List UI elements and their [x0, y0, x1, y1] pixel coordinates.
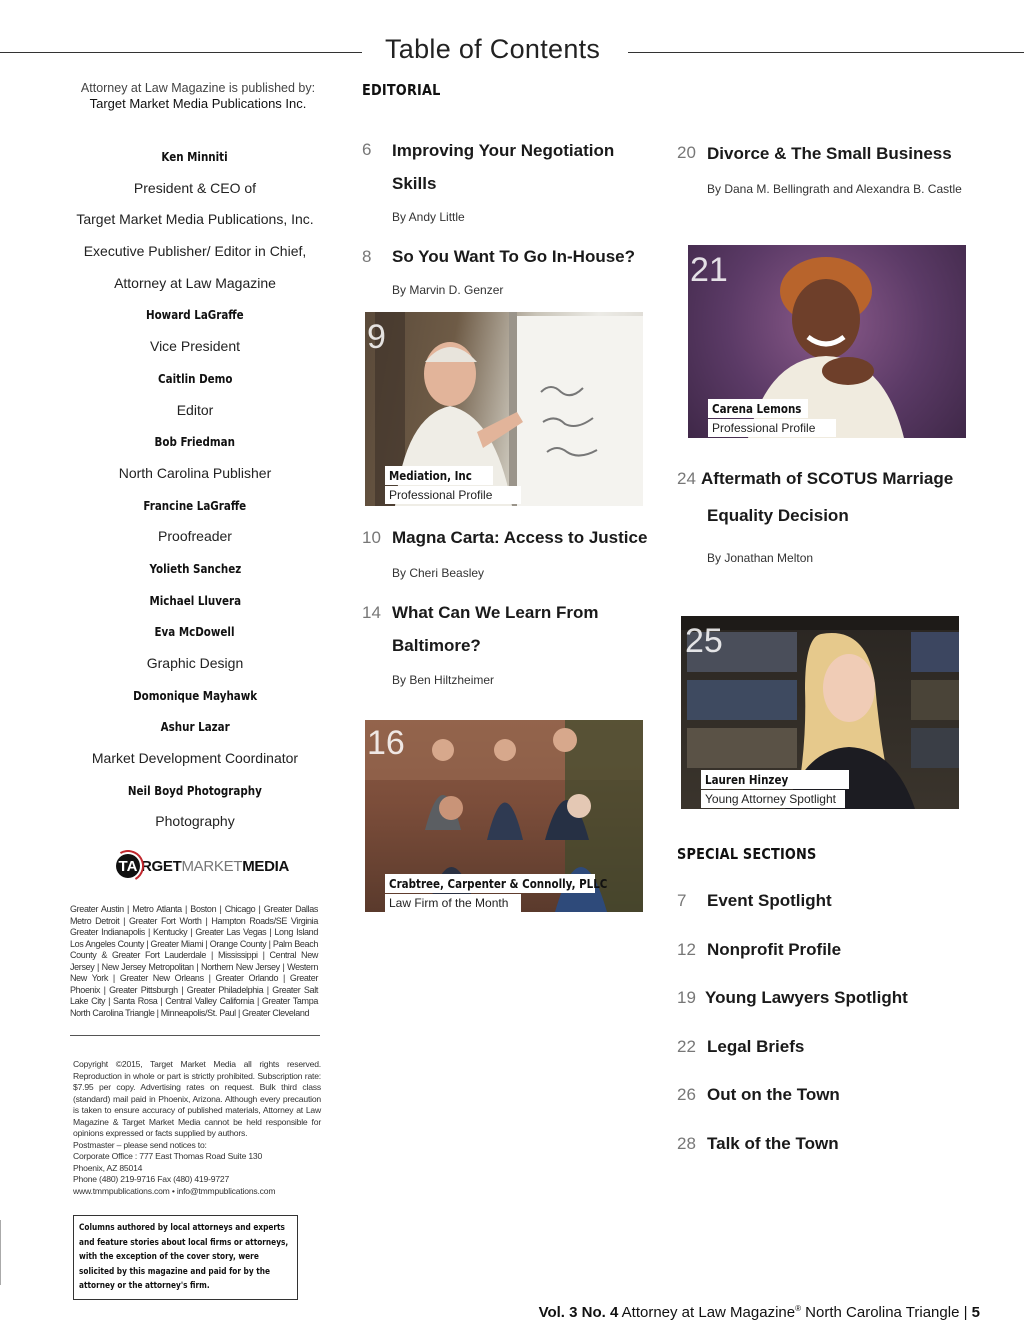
- article-entry[interactable]: [362, 240, 662, 300]
- article-entry[interactable]: [362, 134, 662, 229]
- article-page-number: 20: [677, 143, 696, 162]
- special-section-item[interactable]: [677, 1134, 839, 1154]
- masthead-line: Neil Boyd Photography: [128, 783, 262, 798]
- page-footer: [539, 1304, 980, 1321]
- article-byline: By Cheri Beasley: [392, 566, 485, 580]
- special-section-item[interactable]: [677, 891, 832, 911]
- masthead-line: Yolieth Sanchez: [149, 561, 241, 576]
- photo-mediation-inc[interactable]: [365, 312, 643, 506]
- photo-caption-name: Mediation, Inc: [389, 469, 472, 483]
- photo-caption-role: Professional Profile: [389, 488, 493, 502]
- article-title-line2: Skills: [392, 174, 437, 193]
- article-title: Aftermath of SCOTUS Marriage: [701, 469, 954, 488]
- special-section-item[interactable]: [677, 940, 841, 960]
- article-byline: By Marvin D. Genzer: [392, 283, 504, 297]
- photo-carena-lemons[interactable]: [688, 245, 966, 438]
- article-byline: By Jonathan Melton: [707, 551, 814, 565]
- masthead-line: Market Development Coordinator: [91, 750, 299, 767]
- article-title: Magna Carta: Access to Justice: [392, 528, 648, 547]
- article-page-number: 6: [362, 140, 372, 159]
- article-title: Divorce & The Small Business: [707, 144, 952, 163]
- article-page-number: 8: [362, 247, 372, 266]
- footer-volume: Vol. 3 No. 4: [538, 1304, 619, 1321]
- article-byline: By Andy Little: [392, 210, 465, 224]
- masthead-line: Eva McDowell: [154, 625, 235, 640]
- masthead-line: Editor: [176, 401, 214, 418]
- photo-caption-name: Crabtree, Carpenter & Connolly, PLLC: [389, 877, 608, 891]
- masthead-line: Michael Lluvera: [149, 593, 241, 608]
- special-sections-heading: SPECIAL SECTIONS: [677, 845, 817, 863]
- article-entry[interactable]: [677, 137, 997, 201]
- section-title: Talk of the Town: [707, 1134, 839, 1153]
- article-page-number: 10: [362, 528, 381, 547]
- article-byline: By Dana M. Bellingrath and Alexandra B. Castle: [707, 182, 962, 196]
- cities-list: Greater Austin | Metro Atlanta | Boston | Chicago | Greater Dallas Metro Detroit | Greater Fort Worth | Hampton Roads/SE Virginia Greater Indianapolis | Kentucky | Greater Las Vegas | Long Island Los Angeles County | Greater Miami | Orange County | Palm Beach County & Greater Fort Lauderdale | Mississippi | Central New Jersey | New Jersey Metropolitan | Northern New Jersey | Western New York | Greater New Orleans | Greater Orlando | Greater Phoenix | Greater Pittsburgh | Greater Philadelphia | Greater Salt Lake City | Santa Rosa | Central Valley California | Greater Tampa North Carolina Triangle | Minneapolis/St. Paul | Greater Cleveland: [70, 904, 318, 1018]
- section-title: Event Spotlight: [707, 891, 832, 910]
- masthead-line: Target Market Media Publications, Inc.: [76, 211, 314, 228]
- photo-page-number: 16: [367, 724, 405, 762]
- photo-caption-name: Lauren Hinzey: [705, 773, 789, 787]
- article-byline: By Ben Hiltzheimer: [392, 673, 495, 687]
- masthead-line: Francine LaGraffe: [143, 498, 247, 513]
- masthead: [60, 141, 330, 838]
- special-section-item[interactable]: [677, 1037, 804, 1057]
- masthead-line: Domonique Mayhawk: [132, 688, 258, 703]
- photo-page-number: 9: [367, 318, 386, 356]
- publisher-company: Target Market Media Publications Inc.: [89, 96, 307, 111]
- publisher-info: [78, 80, 318, 112]
- section-page-number: 28: [677, 1134, 696, 1153]
- edge-line: [0, 1220, 1, 1285]
- office-web: www.tmmpublications.com • info@tmmpublications.com: [73, 1185, 276, 1196]
- special-section-item[interactable]: [677, 1085, 840, 1105]
- section-title: Nonprofit Profile: [707, 940, 842, 959]
- section-title: Legal Briefs: [707, 1037, 805, 1056]
- postmaster-text: Postmaster – please send notices to:: [73, 1139, 207, 1150]
- article-title: Improving Your Negotiation: [392, 141, 615, 160]
- article-entry[interactable]: [362, 596, 662, 691]
- photo-lauren-hinzey[interactable]: [681, 616, 959, 809]
- article-title-line2: Baltimore?: [392, 636, 481, 655]
- masthead-line: Bob Friedman: [154, 435, 236, 450]
- photo-caption-name: Carena Lemons: [712, 402, 802, 416]
- footer-page-number: 5: [971, 1304, 980, 1321]
- photo-caption-role: Young Attorney Spotlight: [705, 792, 836, 806]
- section-page-number: 19: [677, 988, 696, 1007]
- section-page-number: 26: [677, 1085, 696, 1104]
- section-title: Out on the Town: [707, 1085, 840, 1104]
- target-market-media-logo: TA RGETMARKETMEDIA: [116, 852, 289, 880]
- masthead-line: North Carolina Publisher: [118, 464, 272, 481]
- photo-page-number: 21: [690, 251, 728, 289]
- copyright-text: Copyright ©2015, Target Market Media all rights reserved. Reproduction in whole or part is strictly prohibited. Subscription rate: $7.95 per copy. Advertising rates on request. Bulk third class (standard) mail paid in Phoenix, Arizona. Although every precaution is taken to ensure accuracy of published materials, Attorney at Law Magazine & Target Market Media cannot be held responsible for opinions expressed or facts supplied by authors.: [73, 1059, 321, 1138]
- special-section-item[interactable]: [677, 988, 908, 1008]
- photo-caption-role: Professional Profile: [712, 421, 816, 435]
- article-title-line2: Equality Decision: [707, 506, 849, 525]
- masthead-line: Caitlin Demo: [157, 371, 233, 386]
- publisher-line: Attorney at Law Magazine is published by:: [80, 81, 316, 95]
- masthead-line: Attorney at Law Magazine: [114, 274, 276, 291]
- page-title: Table of Contents: [385, 34, 601, 64]
- header-rule-right: [628, 52, 1024, 53]
- footer-edition: North Carolina Triangle |: [805, 1304, 968, 1321]
- copyright-block: [73, 1059, 321, 1197]
- article-title: So You Want To Go In-House?: [392, 247, 636, 266]
- editorial-heading: EDITORIAL: [362, 81, 441, 99]
- article-entry[interactable]: [362, 521, 672, 583]
- header-rule-left: [0, 52, 362, 53]
- masthead-line: Proofreader: [158, 528, 232, 545]
- divider: [70, 1035, 320, 1036]
- masthead-line: Ashur Lazar: [160, 720, 230, 735]
- article-title: What Can We Learn From: [392, 603, 599, 622]
- photo-caption-role: Law Firm of the Month: [389, 896, 509, 910]
- photo-crabtree-carpenter-connolly[interactable]: [365, 720, 643, 912]
- section-page-number: 7: [677, 891, 687, 910]
- corporate-office: Corporate Office : 777 East Thomas Road Suite 130: [73, 1151, 263, 1161]
- photo-page-number: 25: [685, 622, 723, 660]
- masthead-line: Howard LaGraffe: [146, 308, 244, 323]
- masthead-line: President & CEO of: [133, 179, 257, 196]
- section-title: Young Lawyers Spotlight: [705, 988, 908, 1007]
- section-page-number: 12: [677, 940, 696, 959]
- masthead-line: Photography: [155, 813, 235, 830]
- office-city: Phoenix, AZ 85014: [73, 1162, 143, 1173]
- logo-circle-icon: TA: [116, 854, 140, 878]
- masthead-line: Executive Publisher/ Editor in Chief,: [83, 243, 307, 260]
- office-phone: Phone (480) 219-9716 Fax (480) 419-9727: [73, 1174, 230, 1184]
- disclaimer-box: Columns authored by local attorneys and experts and feature stories about local firms or attorneys, with the exception of the cover story, were solicited by this magazine and paid for by the attorney or the attorney's firm.: [73, 1215, 298, 1300]
- section-page-number: 22: [677, 1037, 696, 1056]
- article-page-number: 14: [362, 603, 381, 622]
- footer-magazine: Attorney at Law Magazine: [621, 1304, 796, 1321]
- article-page-number: 24: [677, 469, 696, 488]
- article-entry[interactable]: [677, 462, 997, 570]
- masthead-line: Ken Minniti: [161, 150, 229, 164]
- masthead-line: Graphic Design: [146, 655, 244, 671]
- masthead-line: Vice President: [149, 338, 240, 355]
- registered-mark: ®: [795, 1304, 801, 1313]
